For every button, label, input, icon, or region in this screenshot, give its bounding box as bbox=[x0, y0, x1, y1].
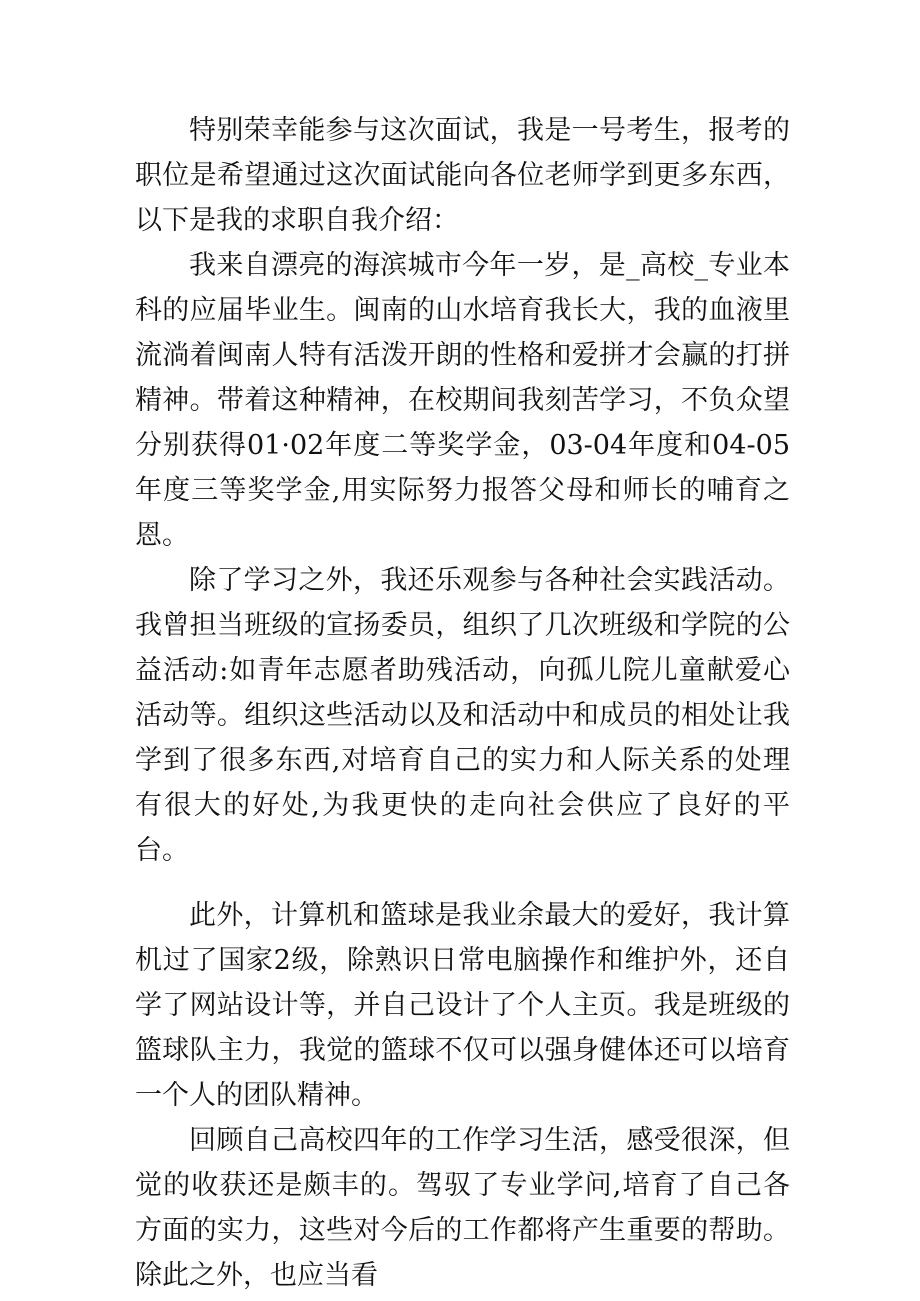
paragraph-review: 回顾自己高校四年的工作学习生活，感受很深，但觉的收获还是颇丰的。驾驭了专业学问,培育了自己各方面的实力，这些对今后的工作都将产生重要的帮助。除此之外，也应当看 bbox=[135, 1125, 790, 1291]
paragraph-hobbies: 此外，计算机和篮球是我业余最大的爱好，我计算机过了国家2级，除熟识日常电脑操作和维护外，还自学了网站设计等，并自己设计了个人主页。我是班级的篮球队主力，我觉的篮球不仅可以强身健体还可以培育一个人的团队精神。 bbox=[135, 900, 790, 1111]
paragraph-intro: 特别荣幸能参与这次面试，我是一号考生，报考的职位是希望通过这次面试能向各位老师学到更多东西，以下是我的求职自我介绍： bbox=[135, 115, 790, 236]
paragraph-background: 我来自漂亮的海滨城市今年一岁，是_高校_专业本科的应届毕业生。闽南的山水培育我长大，我的血液里流淌着闽南人特有活泼开朗的性格和爱拼才会赢的打拼精神。带着这种精神，在校期间我刻苦学习，不负众望分别获得01·02年度二等奖学金，03-04年度和04-05年度三等奖学金,用实际努力报答父母和师长的哺育之恩。 bbox=[135, 250, 790, 551]
document-body bbox=[135, 108, 790, 1298]
paragraph-activities: 除了学习之外，我还乐观参与各种社会实践活动。我曾担当班级的宣扬委员，组织了几次班级和学院的公益活动:如青年志愿者助残活动，向孤儿院儿童献爱心活动等。组织这些活动以及和活动中和成员的相处让我学到了很多东西,对培育自己的实力和人际关系的处理有很大的好处,为我更快的走向社会供应了良好的平台。 bbox=[135, 565, 790, 866]
